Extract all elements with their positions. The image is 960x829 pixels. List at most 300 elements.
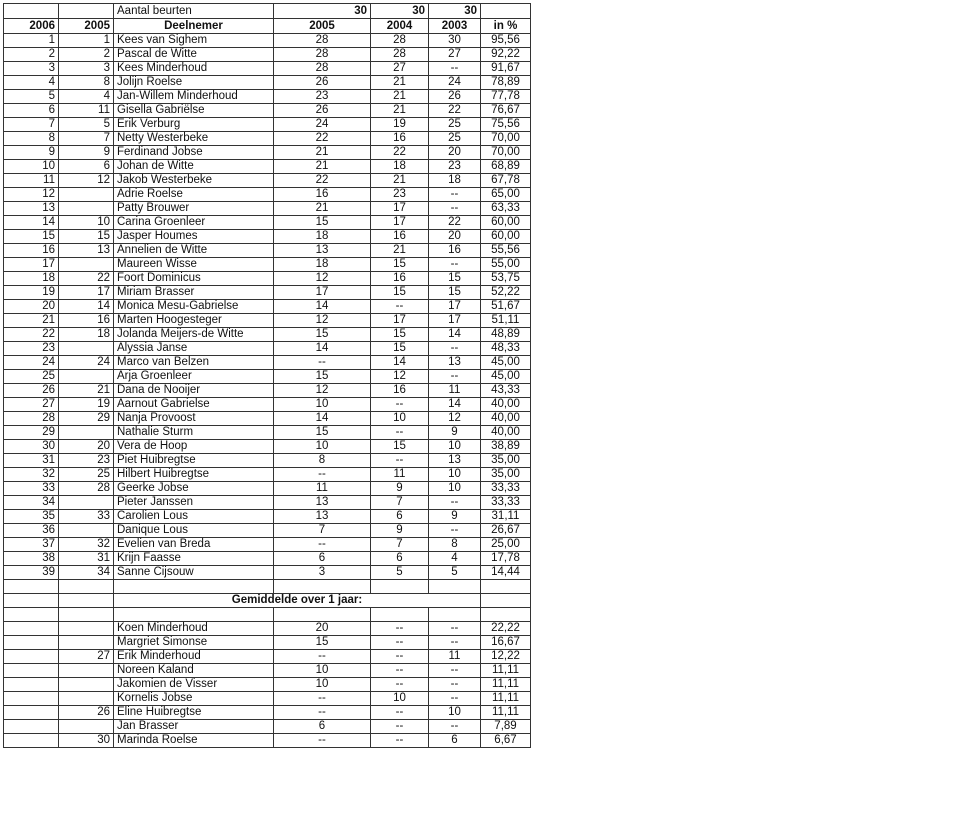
score-2004: 6 [371,552,429,566]
rank-2006: 38 [4,552,59,566]
score-2003: -- [429,664,481,678]
rank-2006: 23 [4,342,59,356]
beurten-2003: 30 [429,4,481,19]
rank-2006: 15 [4,230,59,244]
percentage: 70,00 [481,132,531,146]
empty-cell [429,580,481,594]
percentage: 52,22 [481,286,531,300]
score-2005: 14 [274,342,371,356]
participant-name: Aarnout Gabrielse [114,398,274,412]
header-row-beurten [4,4,531,19]
percentage: 67,78 [481,174,531,188]
table-row [4,566,531,580]
percentage: 14,44 [481,566,531,580]
score-2004: 10 [371,412,429,426]
table-row [4,454,531,468]
participant-name: Jakob Westerbeke [114,174,274,188]
empty-cell [429,608,481,622]
score-2004: 19 [371,118,429,132]
rank-2006 [4,692,59,706]
table-row [4,426,531,440]
score-2003: 24 [429,76,481,90]
score-2005: 10 [274,664,371,678]
rank-2006: 24 [4,356,59,370]
empty-cell [274,608,371,622]
score-2004: 9 [371,524,429,538]
score-2003: -- [429,258,481,272]
rank-2006: 12 [4,188,59,202]
blank-row [4,580,531,594]
score-2005: 15 [274,370,371,384]
score-2005: 21 [274,160,371,174]
col-header-year-2003: 2003 [429,19,481,34]
percentage: 35,00 [481,468,531,482]
percentage: 7,89 [481,720,531,734]
table-row [4,216,531,230]
rank-2006: 34 [4,496,59,510]
table-row [4,90,531,104]
score-2004: 17 [371,216,429,230]
score-2005: 13 [274,496,371,510]
rank-2006 [4,622,59,636]
rank-2005: 25 [59,468,114,482]
participant-name: Jolanda Meijers-de Witte [114,328,274,342]
rank-2005 [59,636,114,650]
empty-cell [481,580,531,594]
participant-name: Marco van Belzen [114,356,274,370]
rank-2005: 20 [59,440,114,454]
score-2003: 13 [429,454,481,468]
percentage: 65,00 [481,188,531,202]
header-row-columns [4,19,531,34]
header-cell-empty [4,4,59,19]
score-2003: 12 [429,412,481,426]
percentage: 53,75 [481,272,531,286]
score-2005: 6 [274,552,371,566]
table-row [4,174,531,188]
score-2004: 16 [371,272,429,286]
table-row [4,342,531,356]
participant-name: Johan de Witte [114,160,274,174]
rank-2005: 28 [59,482,114,496]
rank-2005: 23 [59,454,114,468]
score-2005: 15 [274,216,371,230]
percentage: 51,11 [481,314,531,328]
rank-2005 [59,188,114,202]
participant-name: Patty Brouwer [114,202,274,216]
participant-name: Jakomien de Visser [114,678,274,692]
rank-2006: 27 [4,398,59,412]
score-2005: 23 [274,90,371,104]
ranking-table [3,3,531,748]
table-row [4,34,531,48]
score-2003: -- [429,678,481,692]
participant-name: Jasper Houmes [114,230,274,244]
percentage: 11,11 [481,664,531,678]
rank-2005 [59,370,114,384]
rank-2006: 7 [4,118,59,132]
score-2005: 21 [274,202,371,216]
score-2004: 9 [371,482,429,496]
participant-name: Jan Brasser [114,720,274,734]
score-2005: 24 [274,118,371,132]
rank-2006: 31 [4,454,59,468]
rank-2006: 5 [4,90,59,104]
table-row [4,202,531,216]
score-2004: -- [371,300,429,314]
rank-2005: 14 [59,300,114,314]
score-2005: 21 [274,146,371,160]
score-2005: 13 [274,244,371,258]
score-2005: 7 [274,524,371,538]
score-2005: 10 [274,398,371,412]
percentage: 75,56 [481,118,531,132]
score-2005: 18 [274,230,371,244]
percentage: 26,67 [481,524,531,538]
score-2003: 13 [429,356,481,370]
rank-2005: 9 [59,146,114,160]
rank-2006: 37 [4,538,59,552]
percentage: 91,67 [481,62,531,76]
score-2004: -- [371,426,429,440]
rank-2006: 4 [4,76,59,90]
rank-2005: 26 [59,706,114,720]
rank-2005: 27 [59,650,114,664]
percentage: 55,00 [481,258,531,272]
percentage: 92,22 [481,48,531,62]
score-2004: 23 [371,188,429,202]
average-row [4,678,531,692]
score-2004: -- [371,650,429,664]
rank-2006: 16 [4,244,59,258]
table-row [4,104,531,118]
empty-cell [4,608,59,622]
participant-name: Kees van Sighem [114,34,274,48]
participant-name: Jan-Willem Minderhoud [114,90,274,104]
participant-name: Piet Huibregtse [114,454,274,468]
rank-2006: 21 [4,314,59,328]
table-row [4,230,531,244]
score-2004: 18 [371,160,429,174]
score-2005: -- [274,356,371,370]
empty-cell [481,608,531,622]
rank-2006: 33 [4,482,59,496]
percentage: 70,00 [481,146,531,160]
score-2004: -- [371,454,429,468]
table-row [4,398,531,412]
rank-2005: 4 [59,90,114,104]
percentage: 48,33 [481,342,531,356]
score-2003: 11 [429,384,481,398]
score-2003: 6 [429,734,481,748]
table-row [4,552,531,566]
participant-name: Carolien Lous [114,510,274,524]
table-row [4,300,531,314]
participant-name: Pascal de Witte [114,48,274,62]
score-2003: 27 [429,48,481,62]
score-2004: 7 [371,496,429,510]
score-2004: 27 [371,62,429,76]
participant-name: Foort Dominicus [114,272,274,286]
score-2005: 18 [274,258,371,272]
participant-name: Erik Minderhoud [114,650,274,664]
score-2003: -- [429,202,481,216]
rank-2005: 13 [59,244,114,258]
rank-2005: 10 [59,216,114,230]
table-row [4,76,531,90]
rank-2005 [59,496,114,510]
score-2003: 10 [429,440,481,454]
score-2003: -- [429,496,481,510]
score-2005: 28 [274,62,371,76]
rank-2005: 18 [59,328,114,342]
score-2003: 25 [429,118,481,132]
col-header-pct: in % [481,19,531,34]
score-2005: 20 [274,622,371,636]
table-row [4,482,531,496]
average-row [4,692,531,706]
score-2004: -- [371,734,429,748]
percentage: 22,22 [481,622,531,636]
score-2004: 11 [371,468,429,482]
score-2003: -- [429,188,481,202]
percentage: 33,33 [481,496,531,510]
rank-2006: 32 [4,468,59,482]
participant-name: Adrie Roelse [114,188,274,202]
score-2004: 28 [371,48,429,62]
score-2003: 25 [429,132,481,146]
percentage: 60,00 [481,216,531,230]
score-2005: 12 [274,314,371,328]
rank-2005: 22 [59,272,114,286]
score-2004: 21 [371,174,429,188]
participant-name: Geerke Jobse [114,482,274,496]
participant-name: Nanja Provoost [114,412,274,426]
score-2003: -- [429,62,481,76]
score-2004: 21 [371,76,429,90]
empty-cell [371,580,429,594]
empty-cell [114,608,274,622]
score-2003: 15 [429,286,481,300]
rank-2006: 26 [4,384,59,398]
score-2004: 21 [371,244,429,258]
percentage: 45,00 [481,370,531,384]
percentage: 11,11 [481,692,531,706]
score-2005: -- [274,692,371,706]
blank-row [4,608,531,622]
table-row [4,48,531,62]
score-2003: 23 [429,160,481,174]
score-2004: 15 [371,440,429,454]
score-2005: -- [274,650,371,664]
score-2003: 16 [429,244,481,258]
rank-2005: 1 [59,34,114,48]
participant-name: Eline Huibregtse [114,706,274,720]
score-2003: 14 [429,328,481,342]
beurten-2005: 30 [274,4,371,19]
table-row [4,314,531,328]
score-2005: 26 [274,76,371,90]
score-2004: 16 [371,384,429,398]
rank-2006: 2 [4,48,59,62]
aantal-beurten-label: Aantal beurten [114,4,274,19]
rank-2005 [59,622,114,636]
table-row [4,272,531,286]
score-2005: 13 [274,510,371,524]
table-row [4,118,531,132]
table-row [4,62,531,76]
average-row [4,650,531,664]
rank-2006: 14 [4,216,59,230]
score-2003: -- [429,720,481,734]
participant-name: Erik Verburg [114,118,274,132]
score-2003: 17 [429,314,481,328]
table-row [4,510,531,524]
percentage: 31,11 [481,510,531,524]
table-row [4,328,531,342]
percentage: 38,89 [481,440,531,454]
average-row [4,734,531,748]
score-2004: -- [371,706,429,720]
rank-2006: 9 [4,146,59,160]
rank-2005: 15 [59,230,114,244]
rank-2006: 1 [4,34,59,48]
empty-cell [59,580,114,594]
empty-cell [59,594,114,608]
score-2004: 21 [371,104,429,118]
col-header-year-2005: 2005 [274,19,371,34]
table-row [4,370,531,384]
participant-name: Hilbert Huibregtse [114,468,274,482]
beurten-2004: 30 [371,4,429,19]
score-2005: 15 [274,636,371,650]
col-header-2006: 2006 [4,19,59,34]
empty-cell [59,608,114,622]
average-row [4,706,531,720]
rank-2006 [4,678,59,692]
rank-2006: 20 [4,300,59,314]
empty-cell [371,608,429,622]
participant-name: Monica Mesu-Gabrielse [114,300,274,314]
rank-2005: 33 [59,510,114,524]
rank-2005: 11 [59,104,114,118]
participant-name: Margriet Simonse [114,636,274,650]
section-title-row [4,594,531,608]
percentage: 51,67 [481,300,531,314]
score-2003: -- [429,692,481,706]
participant-name: Sanne Cijsouw [114,566,274,580]
score-2004: 6 [371,510,429,524]
score-2003: 9 [429,426,481,440]
score-2003: 20 [429,230,481,244]
rank-2005: 21 [59,384,114,398]
average-row [4,720,531,734]
participant-name: Netty Westerbeke [114,132,274,146]
score-2003: 4 [429,552,481,566]
rank-2005: 6 [59,160,114,174]
rank-2006 [4,734,59,748]
rank-2006: 17 [4,258,59,272]
percentage: 40,00 [481,412,531,426]
percentage: 33,33 [481,482,531,496]
participant-name: Alyssia Janse [114,342,274,356]
score-2003: 11 [429,650,481,664]
score-2005: 14 [274,300,371,314]
score-2005: 17 [274,286,371,300]
empty-cell [4,580,59,594]
percentage: 40,00 [481,426,531,440]
table-row [4,496,531,510]
participant-name: Carina Groenleer [114,216,274,230]
rank-2005 [59,524,114,538]
rank-2006: 36 [4,524,59,538]
table-row [4,538,531,552]
score-2004: -- [371,398,429,412]
participant-name: Dana de Nooijer [114,384,274,398]
rank-2005: 7 [59,132,114,146]
percentage: 68,89 [481,160,531,174]
score-2005: -- [274,706,371,720]
percentage: 55,56 [481,244,531,258]
participant-name: Gisella Gabriëlse [114,104,274,118]
score-2003: 20 [429,146,481,160]
rank-2005: 29 [59,412,114,426]
score-2004: 12 [371,370,429,384]
participant-name: Vera de Hoop [114,440,274,454]
score-2005: 15 [274,328,371,342]
rank-2005: 17 [59,286,114,300]
table-row [4,468,531,482]
table-row [4,440,531,454]
score-2003: 22 [429,104,481,118]
participant-name: Maureen Wisse [114,258,274,272]
participant-name: Ferdinand Jobse [114,146,274,160]
section-title: Gemiddelde over 1 jaar: [114,594,481,608]
rank-2005: 19 [59,398,114,412]
percentage: 40,00 [481,398,531,412]
average-row [4,636,531,650]
score-2003: 26 [429,90,481,104]
participant-name: Noreen Kaland [114,664,274,678]
score-2005: 11 [274,482,371,496]
rank-2005: 32 [59,538,114,552]
rank-2006: 6 [4,104,59,118]
rank-2006: 19 [4,286,59,300]
score-2003: -- [429,636,481,650]
rank-2006: 8 [4,132,59,146]
rank-2005: 5 [59,118,114,132]
percentage: 76,67 [481,104,531,118]
rank-2006: 29 [4,426,59,440]
score-2005: 15 [274,426,371,440]
header-cell-empty [481,4,531,19]
participant-name: Kornelis Jobse [114,692,274,706]
score-2004: 5 [371,566,429,580]
score-2003: -- [429,524,481,538]
rank-2005: 3 [59,62,114,76]
percentage: 43,33 [481,384,531,398]
score-2004: -- [371,622,429,636]
score-2004: 7 [371,538,429,552]
percentage: 17,78 [481,552,531,566]
rank-2006: 13 [4,202,59,216]
participant-name: Nathalie Sturm [114,426,274,440]
score-2004: 16 [371,132,429,146]
score-2003: -- [429,342,481,356]
score-2004: 15 [371,342,429,356]
percentage: 45,00 [481,356,531,370]
score-2004: 22 [371,146,429,160]
